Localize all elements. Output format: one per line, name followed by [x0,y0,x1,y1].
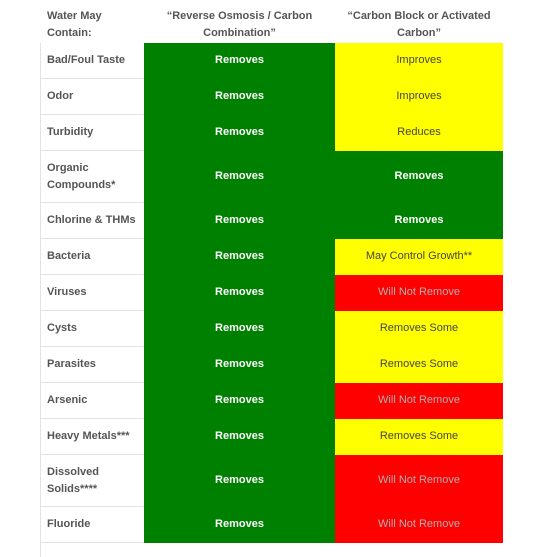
header-row [40,0,503,43]
table-row [40,383,503,419]
table-row [40,43,503,79]
header-reverse-osmosis: “Reverse Osmosis / Carbon Combination” [144,0,335,43]
carbon-result-cell: Removes [335,151,503,203]
row-label: Dissolved Solids**** [40,455,144,507]
carbon-result-cell: Reduces [335,115,503,151]
carbon-result-cell: Improves [335,43,503,79]
table-row [40,347,503,383]
row-label: Bad/Foul Taste [40,43,144,79]
carbon-result-cell: Removes Some [335,419,503,455]
ro-result-cell: Removes [144,455,335,507]
carbon-result-cell: May Control Growth** [335,239,503,275]
ro-result-cell: Removes [144,151,335,203]
ro-result-cell: Removes [144,79,335,115]
header-carbon-block: “Carbon Block or Activated Carbon” [335,0,503,43]
ro-result-cell: Removes [144,383,335,419]
carbon-result-cell: Will Not Remove [335,507,503,543]
ro-result-cell: Removes [144,507,335,543]
row-label: Viruses [40,275,144,311]
table-row [40,79,503,115]
ro-result-cell: Removes [144,419,335,455]
carbon-result-cell: Removes Some [335,347,503,383]
row-label: Organic Compounds* [40,151,144,203]
table-row [40,507,503,543]
row-label: Turbidity [40,115,144,151]
header-contaminant: Water May Contain: [40,0,144,43]
table-body [40,43,503,543]
comparison-table-container [40,0,503,543]
ro-result-cell: Removes [144,311,335,347]
row-label: Parasites [40,347,144,383]
ro-result-cell: Removes [144,347,335,383]
row-label: Heavy Metals*** [40,419,144,455]
carbon-result-cell: Removes Some [335,311,503,347]
ro-result-cell: Removes [144,203,335,239]
comparison-table [40,0,503,543]
table-row [40,455,503,507]
ro-result-cell: Removes [144,275,335,311]
row-label: Bacteria [40,239,144,275]
row-label: Cysts [40,311,144,347]
row-label: Arsenic [40,383,144,419]
ro-result-cell: Removes [144,239,335,275]
row-label: Fluoride [40,507,144,543]
ro-result-cell: Removes [144,115,335,151]
table-row [40,239,503,275]
carbon-result-cell: Improves [335,79,503,115]
table-row [40,311,503,347]
row-label: Odor [40,79,144,115]
carbon-result-cell: Removes [335,203,503,239]
carbon-result-cell: Will Not Remove [335,383,503,419]
table-row [40,151,503,203]
carbon-result-cell: Will Not Remove [335,275,503,311]
table-row [40,115,503,151]
row-label: Chlorine & THMs [40,203,144,239]
table-row [40,419,503,455]
carbon-result-cell: Will Not Remove [335,455,503,507]
table-row [40,275,503,311]
table-row [40,203,503,239]
ro-result-cell: Removes [144,43,335,79]
